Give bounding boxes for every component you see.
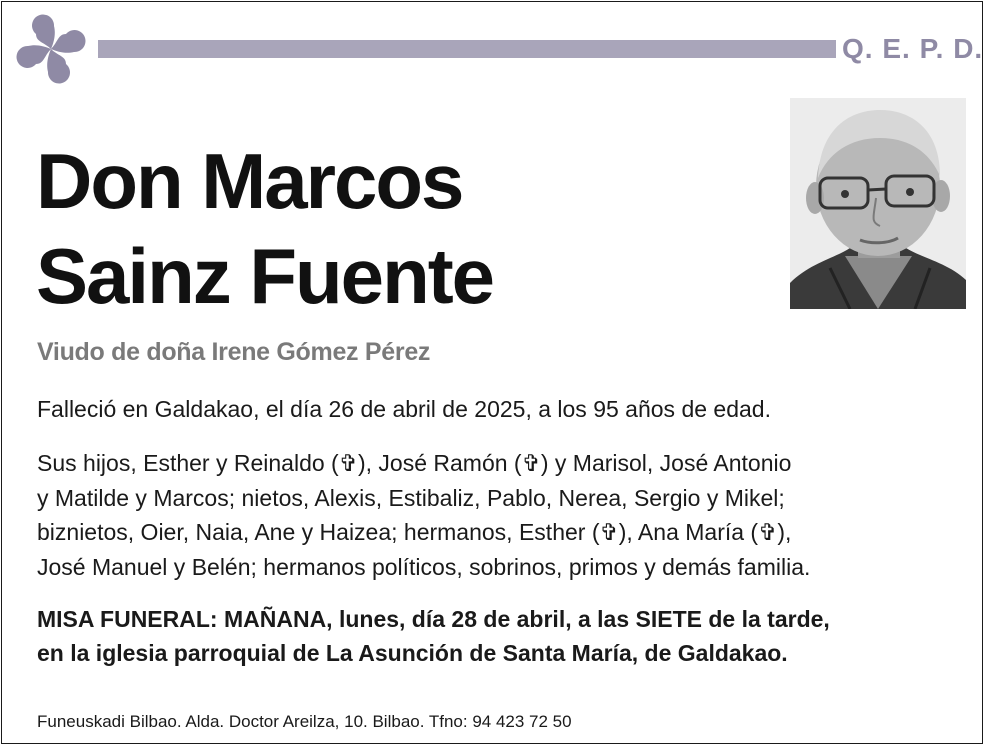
header-bar: [98, 40, 836, 58]
funeral-home-footer: Funeuskadi Bilbao. Alda. Doctor Areilza, 10. Bilbao. Tfno: 94 423 72 50: [37, 712, 572, 731]
portrait-photo: [790, 98, 966, 309]
family-line-4: José Manuel y Belén; hermanos políticos, sobrinos, primos y demás familia.: [37, 553, 811, 580]
deceased-name: [36, 134, 736, 324]
family-line-1: Sus hijos, Esther y Reinaldo (✞), José Ramón (✞) y Marisol, José Antonio: [37, 450, 792, 476]
widower-subtitle: Viudo de doña Irene Gómez Pérez: [37, 338, 431, 366]
name-line-1: Don Marcos: [36, 137, 463, 225]
lauburu-icon: [14, 12, 88, 86]
funeral-line-2: en la iglesia parroquial de La Asunción de Santa María, de Galdakao.: [37, 640, 788, 666]
funeral-line-1: MISA FUNERAL: MAÑANA, lunes, día 28 de abril, a las SIETE de la tarde,: [37, 606, 830, 632]
family-line-3: biznietos, Oier, Naia, Ane y Haizea; hermanos, Esther (✞), Ana María (✞),: [37, 519, 792, 545]
qepd-label: Q. E. P. D.: [842, 33, 984, 64]
family-paragraph: [37, 446, 957, 584]
name-line-2: Sainz Fuente: [36, 232, 494, 320]
family-line-2: y Matilde y Marcos; nietos, Alexis, Estibaliz, Pablo, Nerea, Sergio y Mikel;: [37, 484, 785, 511]
funeral-paragraph: [37, 602, 957, 670]
death-notice: Falleció en Galdakao, el día 26 de abril de 2025, a los 95 años de edad.: [37, 396, 771, 422]
portrait-illustration: [790, 98, 966, 309]
